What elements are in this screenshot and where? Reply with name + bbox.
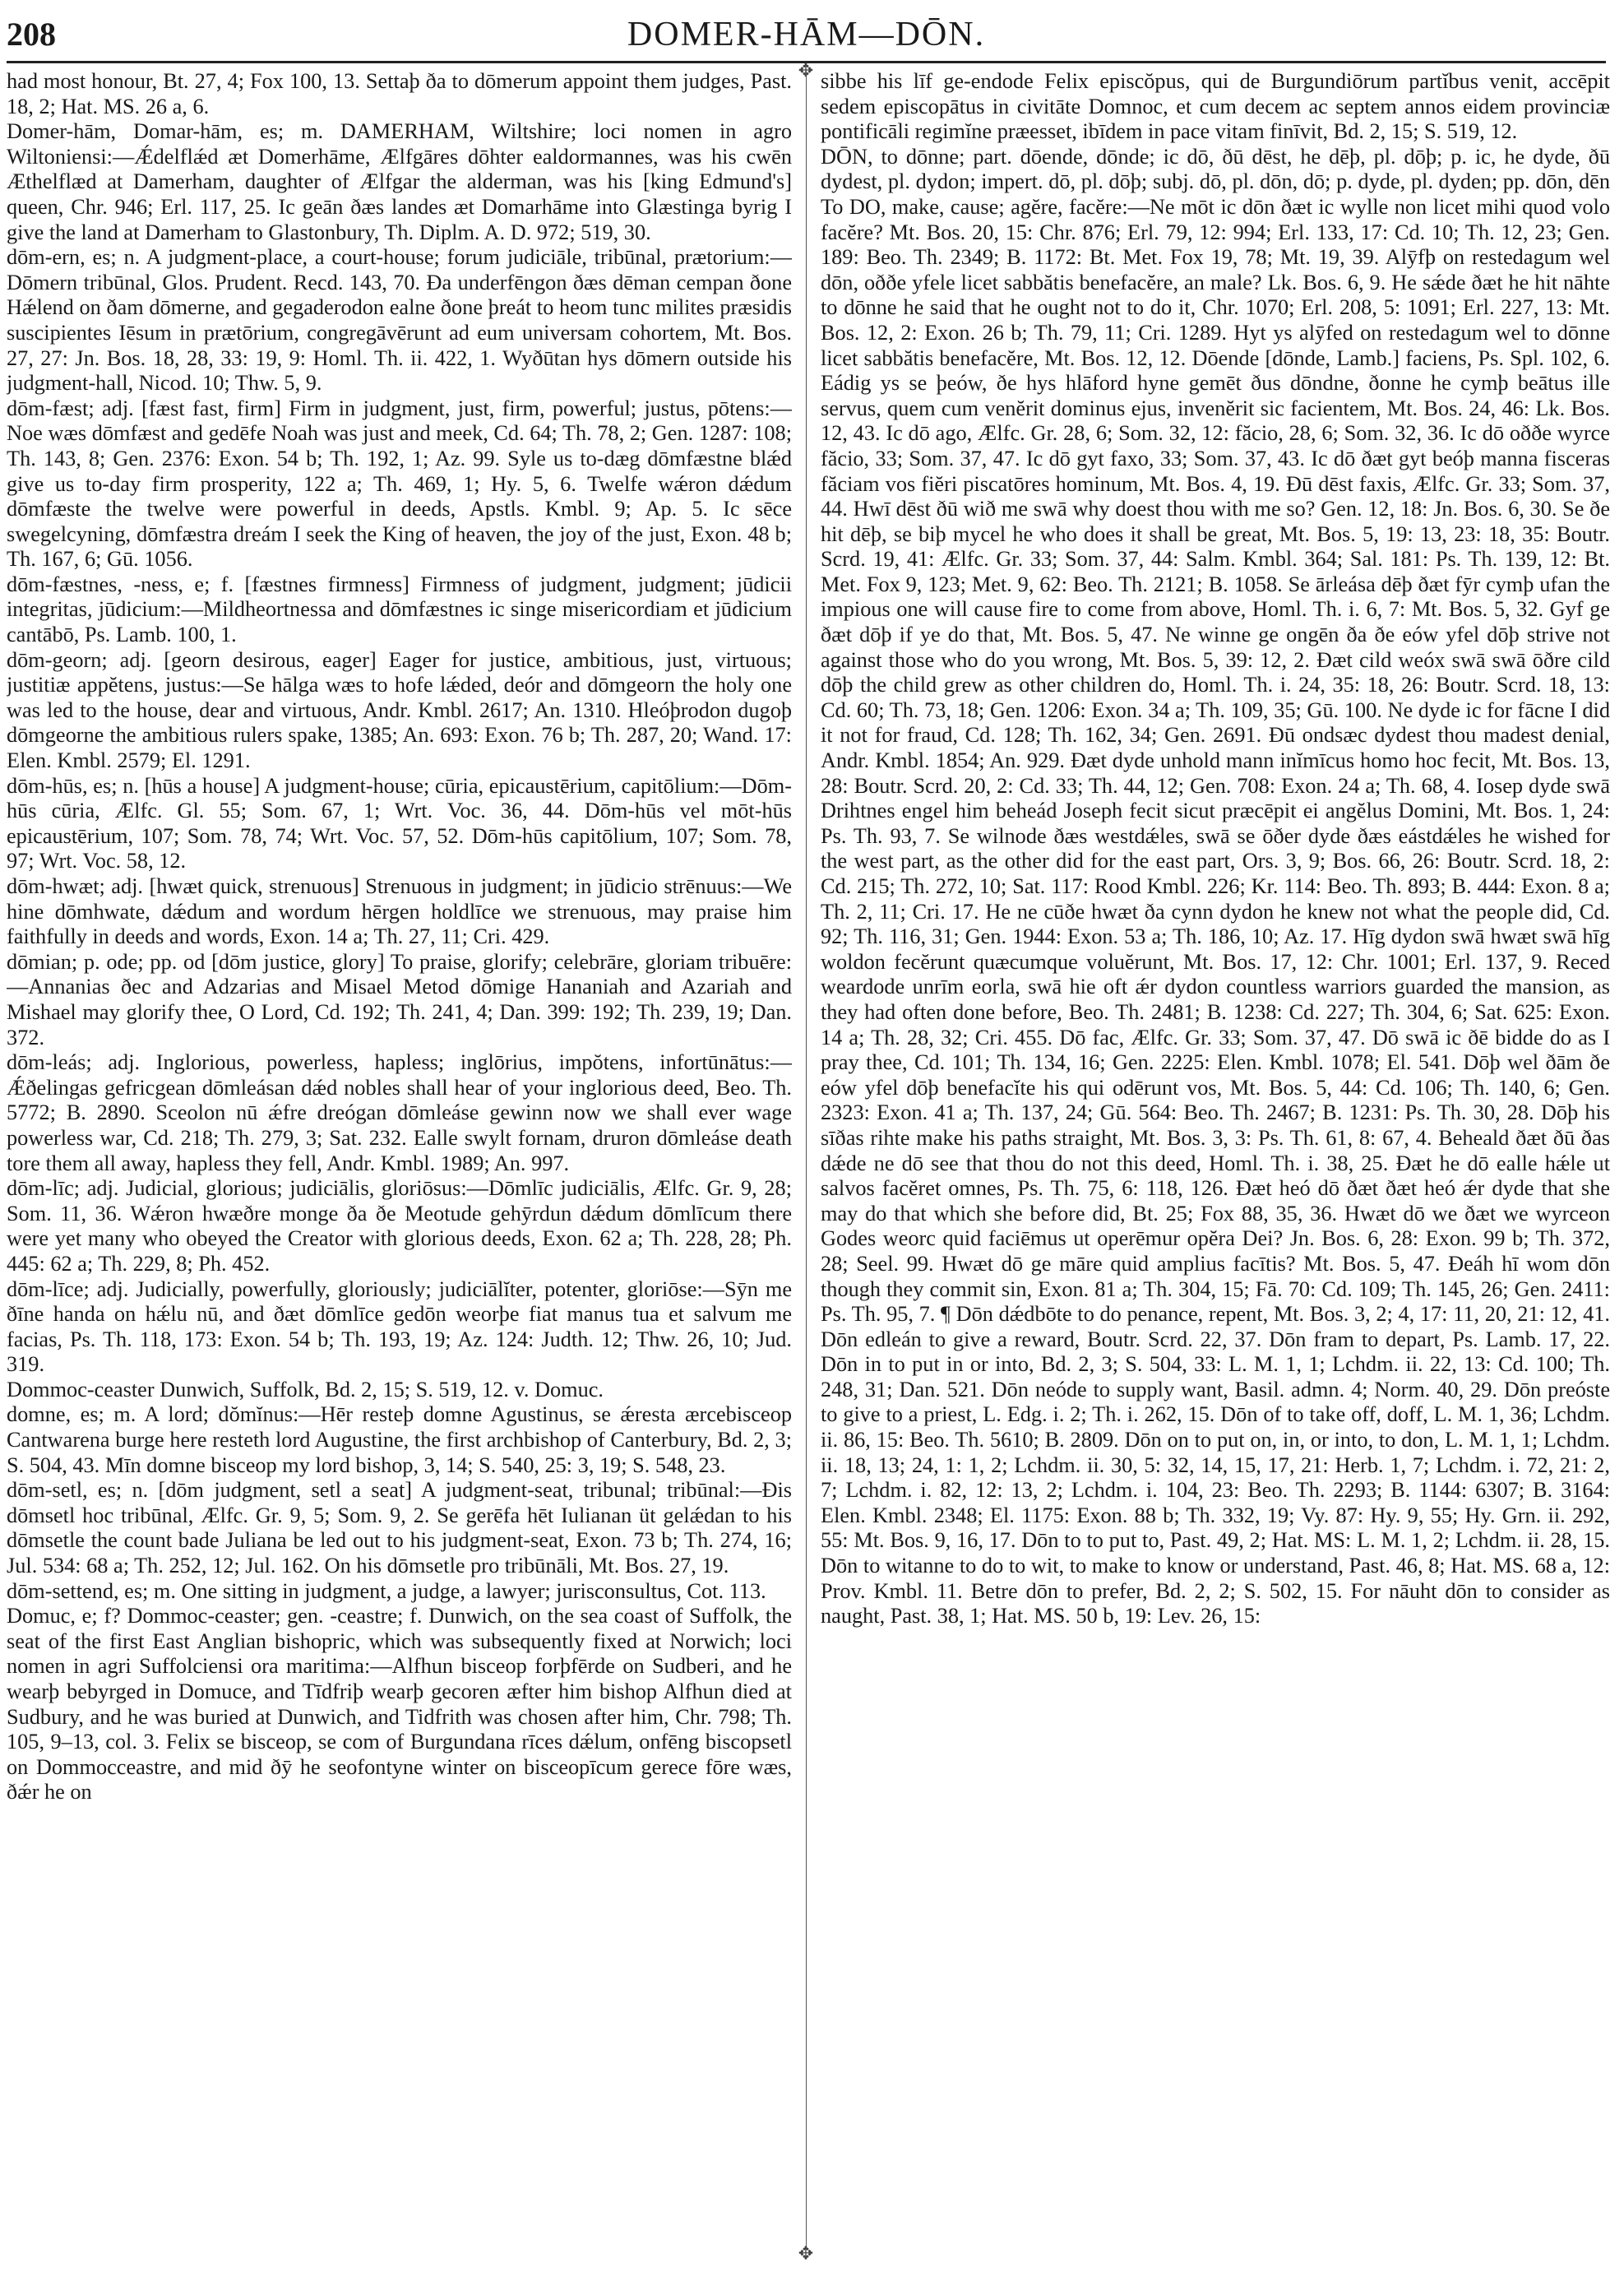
entry-dom-lic: dōm-līc; adj. Judicial, glorious; judiciālis, gloriōsus:—Dōmlīc judiciālis, Ælfc. Gr. 9, 28; Som. 11, 36. Wǽron hwæðre monge ða ðe Meotude gehȳrdun dǽdum dōmlīcum there were yet many who obeyed the Creator with glorious deeds, Exon. 62 a; Th. 228, 28; Ph. 445: 62 a; Th. 229, 8; Ph. 452. (7, 1176, 792, 1276)
entry-domuc: Domuc, e; f? Dommoc-ceaster; gen. -ceastre; f. Dunwich, on the sea coast of Suffolk, the seat of the first East Anglian bishopric, which was subsequently fixed at Norwich; loci nomen in agri Suffolciensi ora maritima:—Alfhun bisceop forþfērde on Sudberi, and he wearþ bebyrged in Domuce, and Tīdfriþ wearþ gecoren æfter him bishop Alfhun died at Sudbury, and he was buried at Dunwich, and Tidfrith was chosen after him, Chr. 798; Th. 105, 9–13, col. 3. Felix se bisceop, se com of Burgundana rīces dǽlum, onfēng biscopsetl on Dommocceastre, and mid ðȳ he seofontyne winter on bisceopīcum gerece fōre wæs, ðǽr he on (7, 1604, 792, 1804)
entry-don: DŌN, to dōnne; part. dōende, dōnde; ic dō, ðū dēst, he dēþ, pl. dōþ; p. ic, he dyde, ðū dydest, pl. dydon; impert. dō, pl. dōþ; subj. dō, pl. dōn, dō; p. dyde, pl. dyden; pp. dōn, dēn To DO, make, cause; agĕre, facĕre:—Ne mōt ic dōn ðæt ic wylle non licet mihi quod volo facĕre? Mt. Bos. 20, 15: Chr. 876; Erl. 79, 12: 994; Erl. 133, 17: Cd. 10; Th. 12, 23; Gen. 189: Beo. Th. 2349; B. 1172: Bt. Met. Fox 19, 78; Mt. 19, 39. Alȳfþ on restedagum wel dōn, oððe yfele licet sabbătis benefacĕre, an male? Lk. Bos. 6, 9. He sǽde ðæt he hit nāhte to dōnne he said that he ought not to do it, Chr. 1070; Erl. 208, 5: 1091; Erl. 227, 13: Mt. Bos. 12, 2: Exon. 26 b; Th. 79, 11; Cri. 1289. Hyt ys alȳfed on restedagum wel to dōnne licet sabbătis benefacĕre, Mt. Bos. 12, 12. Dōende [dōnde, Lamb.] faciens, Ps. Spl. 102, 6. Eádig ys se þeów, ðe hys hlāford hyne gemēt ðus dōndne, ðonne he cymþ beātus ille servus, quem cum venĕrit dominus ejus, invenĕrit sic facientem, Mt. Bos. 24, 46: Lk. Bos. 12, 43. Ic dō ago, Ælfc. Gr. 28, 6; Som. 32, 12: făcio, 28, 6; Som. 32, 36. Ic dō oððe wyrce făcio, 33; Som. 37, 47. Ic dō gyt faxo, 33; Som. 37, 43. Ic dō ðæt gyt beóþ manna fisceras făciam vos fiĕri piscatōres hominum, Mt. Bos. 4, 19. Ðū dēst faxis, Ælfc. Gr. 33; Som. 37, 44. Hwī dēst ðū wið me swā why doest thou with me so? Gen. 12, 18: Jn. Bos. 6, 30. Se ðe hit dēþ, se biþ mycel he who does it shall be great, Mt. Bos. 5, 19: 13, 23: 18, 35: Boutr. Scrd. 19, 41: Ælfc. Gr. 33; Som. 37, 44: Salm. Kmbl. 364; Sal. 181: Ps. Th. 139, 12: Bt. Met. Fox 9, 123; Met. 9, 62: Beo. Th. 2121; B. 1058. Se ārleása dēþ ðæt fȳr cymþ ufan the impious one will cause fire to come from above, Homl. Th. i. 6, 7: Mt. Bos. 5, 32. Gyf ge ðæt dōþ if ye do that, Mt. Bos. 5, 47. Ne winne ge ongēn ða ðe eów yfel dōþ strive not against those who do you wrong, Mt. Bos. 5, 39: 12, 2. Ðæt cild weóx swā swā ōðre cild dōþ the child grew as other children do, Homl. Th. i. 24, 35: 18, 26: Boutr. Scrd. 18, 13: Cd. 60; Th. 73, 18; Gen. 1206: Exon. 34 a; Th. 109, 35; Gū. 100. Ne dyde ic for fācne I did it not for fraud, Cd. 128; Th. 162, 34; Gen. 2691. Ðū ondsæc dydest thou madest denial, Andr. Kmbl. 1854; An. 929. Ðæt dyde unhold mann inĭmīcus homo hoc fecit, Mt. Bos. 13, 28: Boutr. Scrd. 20, 2: Cd. 33; Th. 44, 12; Gen. 708: Exon. 24 a; Th. 68, 4. Iosep dyde swā Drihtnes engel him beheád Joseph fecit sicut præcēpit ei angĕlus Domini, Mt. Bos. 1, 24: Ps. Th. 93, 7. Se wilnode ðæs westdǽles, swā se ōðer dyde ðæs eástdǽles he wished for the west part, as the other did for the east part, Ors. 3, 9; Bos. 66, 26: Boutr. Scrd. 18, 2: Cd. 215; Th. 272, 10; Sat. 117: Rood Kmbl. 226; Kr. 114: Beo. Th. 893; B. 444: Exon. 8 a; Th. 2, 11; Cri. 17. He ne cūðe hwæt ða cynn dydon he knew not what the people did, Cd. 92; Th. 116, 31; Gen. 1944: Exon. 53 a; Th. 186, 10; Az. 17. Hīg dydon swā hwæt swā hīg woldon fecĕrunt quæcumque voluĕrunt, Mt. Bos. 17, 12: Chr. 1001; Erl. 137, 9. Reced weardode unrīm eorla, swā hie oft ǽr dydon countless warriors guarded the mansion, as they had often done before, Beo. Th. 2481; B. 1238: Cd. 227; Th. 304, 6; Sat. 625: Exon. 14 a; Th. 28, 32; Cri. 455. Dō fac, Ælfc. Gr. 33; Som. 37, 47. Dō swā ic ðē bidde do as I pray thee, Cd. 101; Th. 134, 16; Gen. 2225: Elen. Kmbl. 1078; El. 541. Dōþ wel ðām ðe eów yfel dōþ benefacĭte his qui odērunt vos, Mt. Bos. 5, 44: Cd. 106; Th. 140, 6; Gen. 2323: Exon. 41 a; Th. 137, 24; Gū. 564: Beo. Th. 2467; B. 1231: Ps. Th. 30, 28. Dōþ his sīðas rihte make his paths straight, Mt. Bos. 3, 3: Ps. Th. 61, 8: 67, 4. Beheald ðæt ðū ðas dǽde ne dō see that thou do not this deed, Homl. Th. i. 38, 25. Ðæt he dō ealle hǽle ut salvos facĕret omnes, Ps. Th. 75, 6: 118, 126. Ðæt heó dō ðæt ðæt heó ǽr dyde that she may do that which she before did, Bt. 25; Fox 88, 35, 36. Hwæt dō we ðæt we wyrceon Godes weorc quid faciēmus ut operēmur opĕra Dei? Jn. Bos. 6, 28: Exon. 99 b; Th. 372, 28; Seel. 99. Hwæt dō ge māre quid amplius facītis? Mt. Bos. 5, 47. Ðeáh hī wom dōn though they commit sin, Exon. 81 a; Th. 304, 15; Fā. 70: Cd. 109; Th. 145, 26; Gen. 2411: Ps. Th. 95, 7. ¶ Dōn dǽdbōte to do penance, repent, Mt. Bos. 3, 2; 4, 17: 11, 20, 21: 12, 41. Dōn edleán to give a reward, Boutr. Scrd. 22, 37. Dōn fram to depart, Ps. Lamb. 17, 22. Dōn in to put in or into, Bd. 2, 3; S. 504, 33: L. M. 1, 1; Lchdm. ii. 22, 13: Cd. 100; Th. 248, 31; Dan. 521. Dōn neóde to supply want, Basil. admn. 4; Norm. 40, 29. Dōn preóste to give to a priest, L. Edg. i. 2; Th. i. 262, 15. Dōn of to take off, doff, L. M. 1, 36; Lchdm. ii. 86, 15: Beo. Th. 5610; B. 2809. Dōn on to put on, in, or into, to don, L. M. 1, 1; Lchdm. ii. 18, 13; 24, 1: 1, 2; Lchdm. ii. 30, 5: 32, 14, 15, 17, 21: Herb. 1, 7; Lchdm. i. 72, 21: 2, 7; Lchdm. i. 82, 12: 13, 2; Lchdm. i. 104, 23: Beo. Th. 2293; B. 1144: 6307; B. 3164: Elen. Kmbl. 2348; El. 1175: Exon. 88 b; Th. 332, 19; Vy. 87: Hy. 9, 55; Hy. Grn. ii. 292, 55: Mt. Bos. 9, 16, 17. Dōn to to put to, Past. 49, 2; Hat. MS: L. M. 1, 2; Lchdm. ii. 28, 15. Dōn to witanne to do to wit, to make to know or understand, Past. 46, 8; Hat. MS. 68 a, 12: Prov. Kmbl. 11. Betre dōn to prefer, Bd. 2, 2; S. 502, 15. For nāuht dōn to consider as naught, Past. 38, 1; Hat. MS. 50 b, 19: Lev. 26, 15: (821, 144, 1610, 1628)
entry-dom-lice: dōm-līce; adj. Judicially, powerfully, gloriously; judiciālĭter, potenter, gloriōse:—Sȳn me ðīne handa on hǽlu nū, and ðæt dōmlīce gedōn weorþe fiat manus tua et salvum me facias, Ps. Th. 118, 173: Exon. 54 b; Th. 193, 19; Az. 124: Judth. 12; Thw. 26, 10; Jud. 319. (7, 1276, 792, 1377)
entry-domian: dōmian; p. ode; pp. od [dōm justice, glory] To praise, glorify; celebrāre, gloriam tribuēre:—Annanias ðec and Adzarias and Misael Metod dōmige Hananiah and Azariah and Mishael may glorify thee, O Lord, Cd. 192; Th. 241, 4; Dan. 399: 192; Th. 239, 19; Dan. 372. (7, 949, 792, 1049)
column-ornament-bottom-icon: ✥ (798, 2243, 814, 2263)
entry-dom-hwaet: dōm-hwæt; adj. [hwæt quick, strenuous] Strenuous in judgment; in jūdicio strēnuus:—We hine dōmhwate, dǽdum and wordum hērgen holdlīce we strenuous, may praise him faithfully in deeds and words, Exon. 14 a; Th. 27, 11; Cri. 429. (7, 874, 792, 949)
entry-dom-leas: dōm-leás; adj. Inglorious, powerless, hapless; inglōrius, impŏtens, infortūnātus:—Ǽðelingas gefricgean dōmleásan dǽd nobles shall hear of your inglorious deed, Beo. Th. 5772; B. 2890. Sceolon nū ǽfre dreógan dōmleáse gewinn now we shall ever wage powerless war, Cd. 218; Th. 279, 3; Sat. 232. Ealle swylt fornam, druron dōmleáse death tore them all away, hapless they fell, Andr. Kmbl. 1989; An. 997. (7, 1050, 792, 1175)
entry-dom-faest: dōm-fæst; adj. [fæst fast, firm] Firm in judgment, just, firm, powerful; justus, pōtens:—Noe wæs dōmfæst and gedēfe Noah was just and meek, Cd. 64; Th. 78, 2; Gen. 1287: 108; Th. 143, 8; Gen. 2376: Exon. 54 b; Th. 192, 1; Az. 99. Syle us to-dæg dōmfæstne blǽd give us to-day firm prosperity, 122 a; Th. 469, 1; Hy. 5, 6. Twelfe wǽron dǽdum dōmfæste the twelve were powerful in deeds, Apstls. Kmbl. 9; Ap. 5. Ic sēce swegelcyning, dōmfæstra dreám I seek the King of heaven, the joy of the just, Exon. 48 b; Th. 167, 6; Gū. 1056. (7, 396, 792, 572)
running-title: DOMER-HĀM—DŌN. (627, 16, 986, 53)
entry-dom-georn: dōm-georn; adj. [georn desirous, eager] Eager for justice, ambitious, just, virtuous; justitiæ appĕtens, justus:—Se hālga wæs to hofe lǽded, deór and dōmgeorn the holy one was led to the house, dear and virtuous, Andr. Kmbl. 2617; An. 1310. Hleóþrodon dugoþ dōmgeorne the ambitious rulers spake, 1385; An. 693: Exon. 76 b; Th. 287, 20; Wand. 17: Elen. Kmbl. 2579; El. 1291. (7, 647, 792, 773)
page-number: 208 (7, 16, 56, 53)
entry-dom-faestnes: dōm-fæstnes, -ness, e; f. [fæstnes firmness] Firmness of judgment, judgment; jūdicii integritas, jūdicium:—Mildheortnessa and dōmfæstnes ic singe misericordiam et jūdicium cantābō, Ps. Lamb. 100, 1. (7, 572, 792, 647)
page-header (7, 10, 1606, 63)
entry-domer-ham: Domer-hām, Domar-hām, es; m. DAMERHAM, Wiltshire; loci nomen in agro Wiltoniensi:—Ǽdelflǽd æt Domerhāme, Ælfgāres dōhter ealdormannes, was his cwēn Æthelflæd at Damerham, daughter of Ælfgar the alderman, was his [king Edmund's] queen, Chr. 946; Erl. 117, 25. Ic geān ðæs landes æt Domarhāme into Glæstinga byrig I give the land at Damerham to Glastonbury, Th. Diplm. A. D. 972; 519, 30. (7, 119, 792, 244)
column-ornament-top-icon: ✥ (798, 60, 814, 81)
left-column (7, 69, 792, 2257)
column-divider (806, 69, 807, 2249)
entry-dommoc-ceaster: Dommoc-ceaster Dunwich, Suffolk, Bd. 2, 15; S. 519, 12. v. Domuc. (7, 1377, 604, 1401)
entry-continuation: had most honour, Bt. 27, 4; Fox 100, 13. Settaþ ða to dōmerum appoint them judges, Past. 18, 2; Hat. MS. 26 a, 6. (7, 69, 792, 118)
entry-domne: domne, es; m. A lord; dŏmĭnus:—Hēr resteþ domne Agustinus, se ǽresta ærcebisceop Cantwarena burge here resteth lord Augustine, the first archbishop of Canterbury, Bd. 2, 3; S. 504, 43. Mīn domne bisceop my lord bishop, 3, 14; S. 540, 25: 3, 19; S. 548, 23. (7, 1402, 792, 1477)
entry-dom-ern: dōm-ern, es; n. A judgment-place, a court-house; forum judiciāle, tribūnal, prætorium:—Dōmern tribūnal, Glos. Prudent. Recd. 143, 70. Ða underfēngon ðæs dēman cempan ðone Hǽlend on ðam dōmerne, and gegaderodon ealne ðone þreát to heom tunc milites præsidis suscipientes Iēsum in prætōrium, congregāvērunt ad eum universam cohortem, Mt. Bos. 27, 27: Jn. Bos. 18, 28, 33: 19, 9: Homl. Th. ii. 422, 1. Wyðūtan hys dōmern outside his judgment-hall, Nicod. 10; Thw. 5, 9. (7, 245, 792, 396)
entry-dom-setl: dōm-setl, es; n. [dōm judgment, setl a seat] A judgment-seat, tribunal; tribūnal:—Ðis dōmsetl hoc tribūnal, Ælfc. Gr. 9, 5; Som. 9, 2. Se gerēfa hēt Iulianan üt gelǽdan to his dōmsetle the count bade Juliana be led out to his judgment-seat, Exon. 73 b; Th. 274, 16; Jul. 534: 68 a; Th. 252, 12; Jul. 162. On his dōmsetle pro tribūnāli, Mt. Bos. 27, 19. (7, 1478, 792, 1578)
entry-dom-settend: dōm-settend, es; m. One sitting in judgment, a judge, a lawyer; jurisconsultus, Cot. 113. (7, 1578, 766, 1603)
right-column (821, 69, 1610, 2257)
entry-dom-hus: dōm-hūs, es; n. [hūs a house] A judgment-house; cūria, epicaustērium, capitōlium:—Dōm-hūs cūria, Ælfc. Gl. 55; Som. 67, 1; Wrt. Voc. 36, 44. Dōm-hūs vel mōt-hūs epicaustērium, 107; Som. 78, 74; Wrt. Voc. 57, 52. Dōm-hūs capitōlium, 107; Som. 78, 97; Wrt. Voc. 58, 12. (7, 773, 792, 873)
entry-domuc-continuation: sibbe his līf ge-endode Felix episcŏpus, qui de Burgundiōrum partĭbus venit, accēpit sedem episcopātus in civitāte Domnoc, et cum decem ac septem annos eidem provinciæ pontificāli regimĭne præesset, ibīdem in pace vitam finīvit, Bd. 2, 15; S. 519, 12. (821, 69, 1610, 144)
